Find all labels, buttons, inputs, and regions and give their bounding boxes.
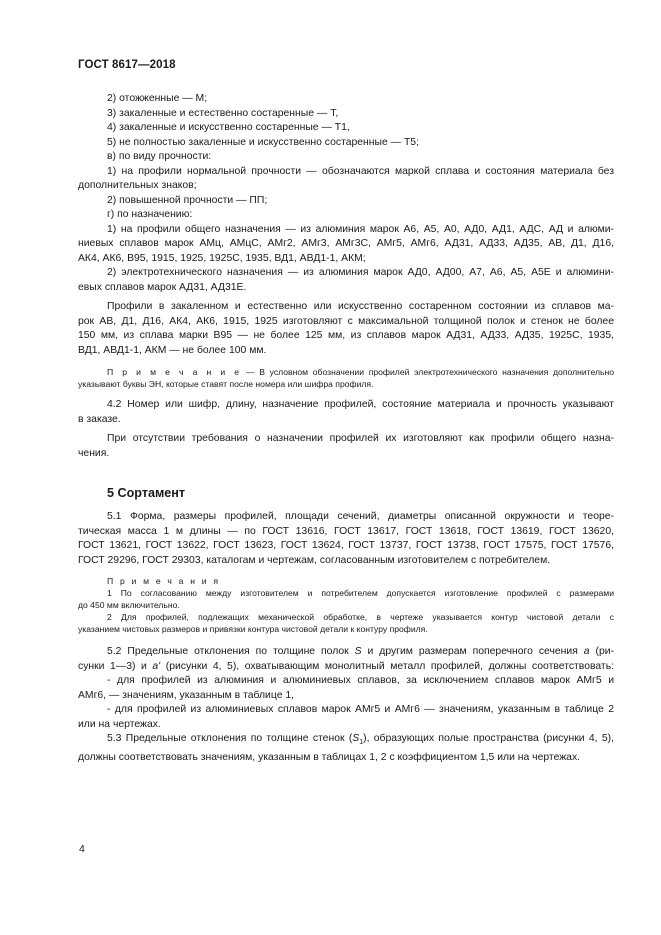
note-label: П р и м е ч а н и е	[107, 367, 242, 377]
text-line: тическая масса 1 м длины — по ГОСТ 13616, ГОСТ 13617, ГОСТ 13618, ГОСТ 13619, ГОСТ 13620,	[78, 525, 614, 537]
text-line: 1) на профили нормальной прочности — обозначаются маркой сплава и состояния материала без	[107, 165, 614, 177]
text-span: сунки 1—3) и	[78, 660, 153, 672]
text-line: дополнительных знаков;	[78, 180, 197, 191]
text-line: чения.	[78, 447, 110, 459]
text-line: рок АВ, Д1, Д16, АК4, АК6, 1915, 1925 изготовляют с максимальной толщиной полок и стенок не более	[78, 315, 614, 327]
note-line: 1 По согласованию между изготовителем и потребителем допускается изготовление профилей с размерами	[107, 588, 614, 598]
text-span: 5.3 Предельные отклонения по толщине стенок (	[107, 733, 353, 744]
note-line	[107, 366, 614, 378]
text-line: 2) отожженные — М;	[107, 93, 208, 104]
text-line	[107, 732, 614, 751]
text-line: 4.2 Номер или шифр, длину, назначение профилей, состояние материала и прочность указывают	[107, 399, 614, 410]
notes-label	[107, 575, 614, 587]
text-line: в) по виду прочности:	[107, 151, 212, 162]
text-line: ГОСТ 29296, ГОСТ 29303, каталогам и чертежам, согласованным изготовителем с потребителем.	[78, 554, 551, 566]
note-line: 2 Для профилей, подлежащих механической обработке, в чертеже указывается контур чистовой детали с	[107, 612, 614, 622]
text-line: евых сплавов марок АД31, АД31Е.	[78, 281, 247, 293]
text-line: 3) закаленные и естественно состаренные — Т,	[107, 107, 339, 119]
page-number: 4	[79, 843, 85, 855]
text-span: ), образующих полые пространства (рисунки 4, 5),	[363, 733, 614, 744]
text-span: (ри-	[589, 646, 614, 657]
text-line: 5) не полностью закаленные и искусственно состаренные — Т5;	[107, 136, 419, 148]
text-line: ВД1, АВД1-1, АКМ — не более 100 мм.	[78, 344, 267, 356]
text-line: 5.1 Форма, размеры профилей, площади сечений, диаметры описанной окружности и теоре-	[107, 511, 614, 522]
document-header: ГОСТ 8617—2018	[78, 59, 176, 71]
text-span: (рисунки 4, 5), охватывающим монолитный металл профилей, должны соответствовать:	[160, 660, 614, 672]
text-line: При отсутствии требования о назначении профилей их изготовляют как профили общего назна-	[107, 433, 614, 444]
text-line: Профили в закаленном и естественно или искусственно состаренном состоянии из сплавов ма-	[107, 301, 614, 312]
variable: S	[352, 733, 360, 744]
text-line: - для профилей из алюминия и алюминиевых сплавов, за исключением сплавов марок АМг5 и	[107, 675, 614, 686]
text-line: АК4, АК6, В95, 1915, 1925, 1925С, 1935, ВД1, АВД1-1, АКМ;	[78, 252, 366, 264]
note-line: указанием чистовых размеров и привязки контура чистовой детали к контуру профиля.	[78, 624, 428, 634]
text-span: 5.2 Предельные отклонения по толщине полок	[107, 646, 355, 657]
text-line: ниевых сплавов марок АМц, АМцС, АМг2, АМг3, АМг3С, АМг5, АМг6, АД31, АД33, АД35, АВ, Д1, Д16,	[78, 238, 614, 249]
text-line: 2) повышенной прочности — ПП;	[107, 194, 268, 206]
text-line: 150 мм, из сплава марки В95 — не более 125 мм, из сплавов марок АД31, АД33, АД35, 1925С, 1935,	[78, 330, 614, 341]
text-line: в заказе.	[78, 413, 121, 425]
text-line: 2) электротехнического назначения — из алюминия марок АД0, АД00, А7, А6, А5, А5Е и алюмини-	[107, 267, 614, 278]
variable: S	[354, 646, 362, 657]
text-line: 1) на профили общего назначения — из алюминия марок А6, А5, А0, АД0, АД1, АДС, АД и алюми-	[107, 223, 614, 235]
text-line: ГОСТ 13621, ГОСТ 13622, ГОСТ 13623, ГОСТ 13624, ГОСТ 13737, ГОСТ 13738, ГОСТ 17575, ГОСТ 17576,	[78, 540, 614, 551]
note-text: — В условном обозначении профилей электротехнического назначения дополнительно	[241, 367, 614, 377]
text-line	[107, 645, 614, 660]
text-line: АМг6, — значениям, указанным в таблице 1,	[78, 689, 295, 701]
notes-label-text: П р и м е ч а н и я	[107, 576, 221, 586]
note-line: до 450 мм включительно.	[78, 600, 180, 610]
text-line: должны соответствовать значениям, указанным в таблицах 1, 2 с коэффициентом 1,5 или на чертежах.	[78, 751, 581, 763]
page-content	[78, 92, 614, 765]
note-line: указывают буквы ЭН, которые ставят после номера или шифра профиля.	[78, 379, 374, 389]
text-line: - для профилей из алюминиевых сплавов марок АМг5 и АМг6 — значениям, указанным в таблице 2	[107, 704, 614, 715]
text-line: 4) закаленные и искусственно состаренные — Т1,	[107, 122, 350, 133]
text-line	[78, 660, 614, 675]
subscript: 1	[359, 739, 364, 747]
variable: а'	[152, 660, 161, 672]
text-span: и другим размерам поперечного сечения	[361, 646, 584, 657]
section-title: 5 Сортамент	[107, 486, 186, 500]
text-line: г) по назначению:	[107, 209, 193, 220]
text-line: или на чертежах.	[78, 718, 161, 730]
variable: а	[583, 646, 590, 657]
